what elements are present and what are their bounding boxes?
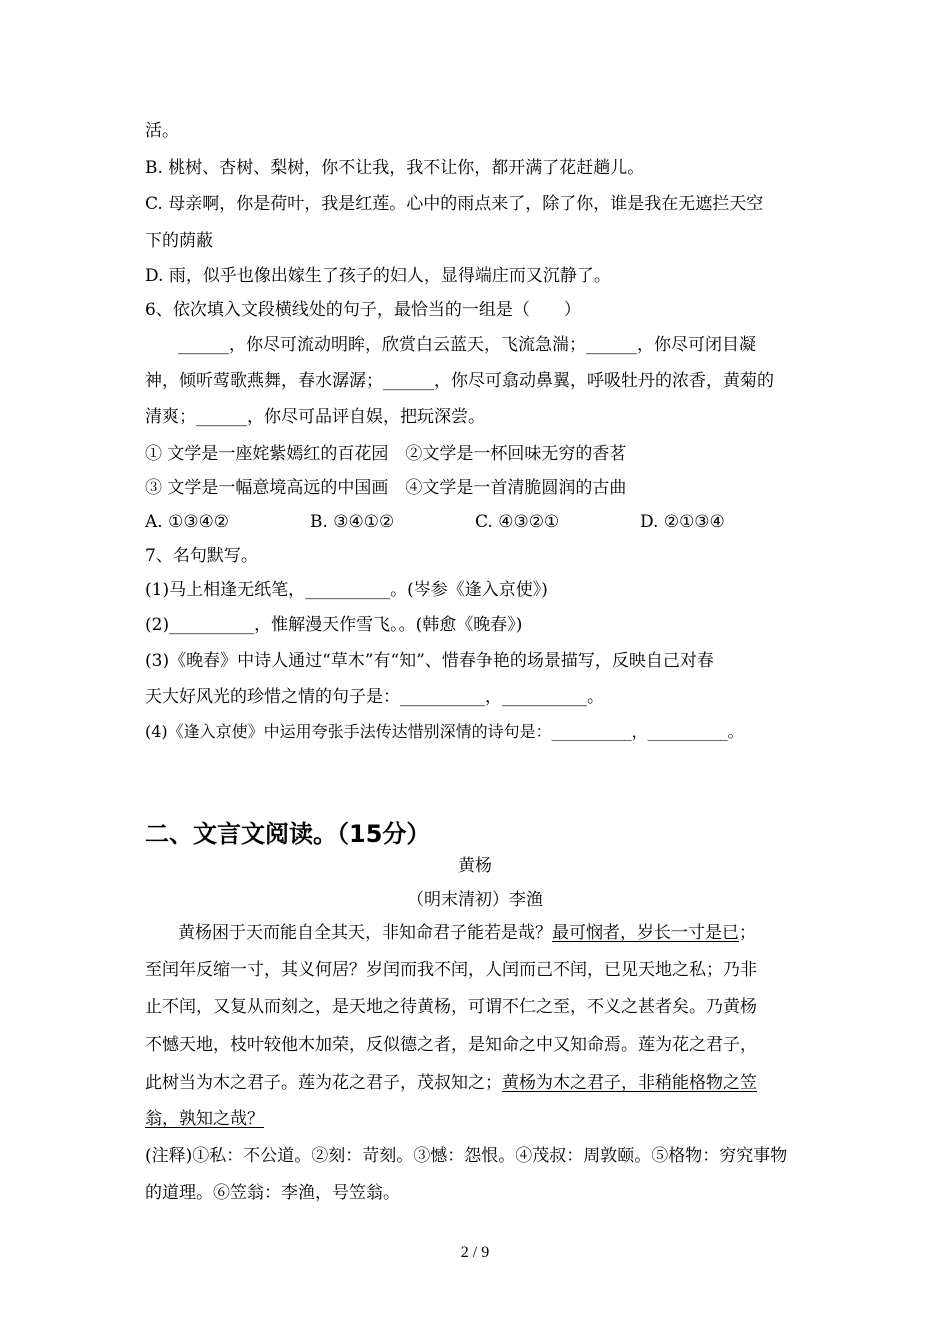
question-7: 7、名句默写。 <box>145 546 258 566</box>
q6-choice-line: ③ 文学是一幅意境高远的中国画 ④文学是一首清脆圆润的古曲 <box>145 478 627 498</box>
q6-option-d: D. ②①③④ <box>640 512 725 532</box>
passage-author: （明末清初）李渔 <box>407 890 543 910</box>
q6-choice-line: ① 文学是一座姹紫嫣红的百花园 ②文学是一杯回味无穷的香茗 <box>145 444 627 464</box>
q6-passage-line: 清爽；______，你尽可品评自娱，把玩深尝。 <box>145 407 485 427</box>
passage-line: 止不闰，又复从而刻之，是天地之待黄杨，可谓不仁之至，不义之甚者矣。乃黄杨 <box>145 997 757 1017</box>
annotation-line: 的道理。⑥笠翁：李渔，号笠翁。 <box>145 1183 400 1203</box>
passage-line <box>145 1072 757 1094</box>
text-line: 下的荫蔽 <box>145 231 213 251</box>
q6-option-a: A. ①③④② <box>145 512 230 532</box>
option-b: B. 桃树、杏树、梨树，你不让我，我不让你，都开满了花赶趟儿。 <box>145 158 645 178</box>
text-line: 活。 <box>145 121 179 141</box>
section-heading: 二、文言文阅读。（15分） <box>145 820 431 848</box>
q6-passage-line: 神，倾听莺歌燕舞，春水潺潺；______，你尽可翕动鼻翼，呼吸牡丹的浓香，黄菊的 <box>145 371 774 391</box>
q6-passage-line: ______，你尽可流动明眸，欣赏白云蓝天，飞流急湍；______，你尽可闭目凝 <box>178 335 756 355</box>
q7-item-3-cont: 天大好风光的珍惜之情的句子是：__________，__________。 <box>145 687 604 707</box>
question-6: 6、依次填入文段横线处的句子，最恰当的一组是（ ） <box>145 300 581 320</box>
passage-text: ； <box>739 923 756 943</box>
q7-item-3: (3)《晚春》中诗人通过“草木”有“知”、惜春争艳的场景描写，反映自己对春 <box>145 651 714 671</box>
page-number: 2 / 9 <box>460 1244 490 1261</box>
q6-option-b: B. ③④①② <box>310 512 395 532</box>
passage-title: 黄杨 <box>458 856 492 876</box>
q6-option-c: C. ④③②① <box>475 512 560 532</box>
passage-line: 不憾天地，枝叶较他木加荣，反似德之者，是知命之中又知命焉。莲为花之君子， <box>145 1035 757 1055</box>
passage-text: 黄杨困于天而能自全其天，非知命君子能若是哉？ <box>178 923 552 943</box>
underlined-sentence: 最可悯者，岁长一寸是已 <box>552 923 739 943</box>
underlined-sentence: 翁，孰知之哉？ <box>145 1109 264 1129</box>
passage-line <box>178 922 756 944</box>
passage-line: 至闰年反缩一寸，其义何居？岁闰而我不闰，人闰而己不闰，已见天地之私；乃非 <box>145 960 757 980</box>
q7-item-4: (4)《逢入京使》中运用夸张手法传达惜别深情的诗句是：__________，__________。 <box>145 722 744 741</box>
q7-item-1: (1)马上相逢无纸笔，__________。(岑参《逢入京使》) <box>145 580 548 600</box>
q7-item-2: (2)__________，惟解漫天作雪飞。。(韩愈《晚春》) <box>145 615 523 635</box>
option-d: D. 雨，似乎也像出嫁生了孩子的妇人，显得端庄而又沉静了。 <box>145 266 611 286</box>
passage-line <box>145 1108 264 1130</box>
annotation-line: (注释)①私：不公道。②刻：苛刻。③憾：怨恨。④茂叔：周敦颐。⑤格物：穷究事物 <box>145 1146 788 1166</box>
passage-text: 此树当为木之君子。莲为花之君子，茂叔知之； <box>145 1073 502 1093</box>
option-c: C. 母亲啊，你是荷叶，我是红莲。心中的雨点来了，除了你，谁是我在无遮拦天空 <box>145 194 764 214</box>
underlined-sentence: 黄杨为木之君子，非稍能格物之笠 <box>502 1073 757 1093</box>
